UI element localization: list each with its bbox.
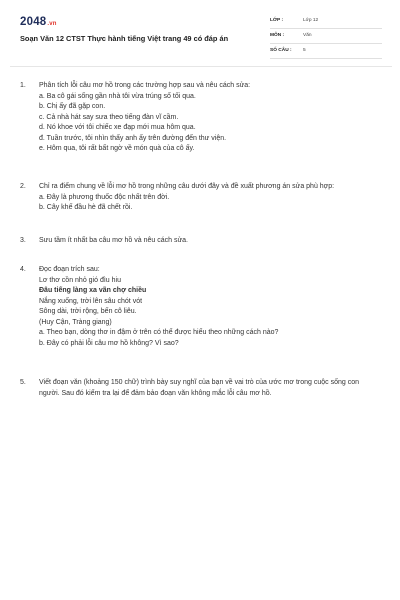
header-divider — [10, 66, 392, 67]
meta-label-grade: LỚP : — [270, 18, 284, 23]
document-header — [20, 14, 382, 54]
question-4 — [20, 265, 380, 349]
logo-suffix: .vn — [47, 21, 57, 27]
question-5 — [20, 378, 380, 399]
logo-text: 2048 — [20, 16, 47, 28]
question-prompt: Phân tích lỗi câu mơ hồ trong các trường hợp sau và nêu cách sửa: — [39, 82, 251, 89]
question-2 — [20, 182, 380, 214]
question-item: b. Chị ấy đã gặp con. — [39, 103, 106, 110]
question-number: 5. — [20, 379, 26, 386]
meta-label-subject: MÔN : — [270, 33, 285, 38]
meta-label-question-count: SỐ CÂU : — [270, 48, 292, 53]
poem-line: Lơ thơ cồn nhỏ gió đìu hiu — [39, 276, 121, 284]
question-prompt: Chỉ ra điểm chung về lỗi mơ hồ trong những câu dưới đây và đề xuất phương án sửa phù hợp: — [39, 183, 335, 190]
meta-row-question-count — [270, 44, 382, 59]
meta-value-subject: Văn — [303, 33, 312, 38]
question-3 — [20, 236, 380, 247]
question-number: 2. — [20, 183, 26, 190]
question-number: 1. — [20, 82, 26, 89]
question-number: 3. — [20, 237, 26, 244]
question-item: đ. Tuần trước, tôi nhìn thấy anh ấy trên đường đến thư viện. — [39, 134, 227, 142]
question-item: b. Cây khế đầu hè đã chết rồi. — [39, 204, 133, 211]
poem-line-bold: Đâu tiếng làng xa vãn chợ chiều — [39, 287, 147, 294]
question-paragraph: Viết đoạn văn (khoảng 150 chữ) trình bày suy nghĩ của bạn về vai trò của ước mơ trong cuộc sống con người. Sau đó kiểm tra lại để đảm bảo đoạn văn không mắc lỗi câu mơ hồ. — [39, 379, 359, 397]
question-prompt: Đọc đoạn trích sau: — [39, 266, 100, 273]
question-number: 4. — [20, 266, 26, 273]
meta-value-question-count: 5 — [303, 48, 306, 53]
question-item: a. Đây là phương thuốc độc nhất trên đời. — [39, 193, 170, 201]
question-1 — [20, 81, 380, 155]
question-item: d. Nó khoe với tôi chiếc xe đạp mới mua hôm qua. — [39, 124, 196, 131]
site-logo[interactable] — [20, 16, 57, 28]
question-body — [39, 265, 380, 349]
meta-row-grade — [270, 14, 382, 29]
question-item: b. Đây có phải lỗi câu mơ hồ không? Vì sao? — [39, 339, 179, 347]
meta-row-subject — [270, 29, 382, 44]
page-title: Soạn Văn 12 CTST Thực hành tiếng Việt trang 49 có đáp án — [20, 34, 229, 43]
question-prompt: Sưu tầm ít nhất ba câu mơ hồ và nêu cách sửa. — [39, 237, 188, 244]
poem-line: Sông dài, trời rộng, bến cô liêu. — [39, 308, 137, 315]
question-body — [39, 81, 380, 155]
question-item: a. Theo bạn, dòng thơ in đậm ở trên có thể được hiểu theo những cách nào? — [39, 329, 279, 336]
question-item: e. Hôm qua, tôi rất bất ngờ về món quà của cô ấy. — [39, 145, 195, 152]
meta-value-grade: Lớp 12 — [303, 18, 319, 23]
poem-line: Nắng xuống, trời lên sâu chót vót — [39, 297, 143, 305]
question-body — [39, 182, 380, 214]
meta-info-table — [270, 14, 382, 59]
poem-source: (Huy Cận, Tràng giang) — [39, 318, 112, 326]
question-item: a. Ba cô gái sống gần nhà tôi vừa trúng số tối qua. — [39, 92, 196, 100]
question-body — [39, 236, 380, 247]
question-item: c. Cả nhà hát say sưa theo tiếng đàn vĩ cầm. — [39, 113, 179, 121]
